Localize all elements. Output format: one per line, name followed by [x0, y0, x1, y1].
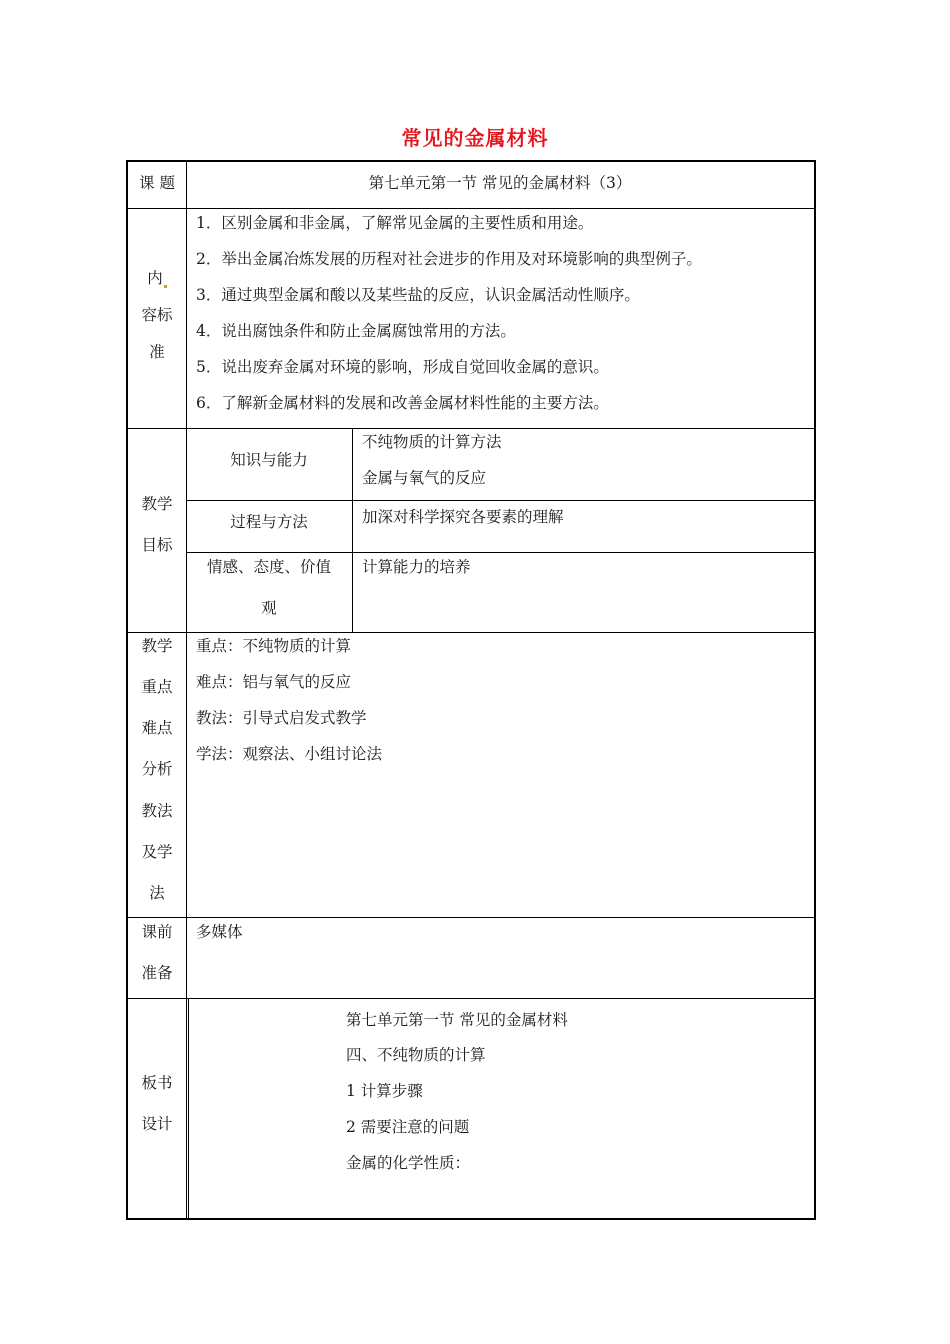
board-line: 1 计算步骤	[346, 1082, 423, 1100]
objectives-divider	[352, 428, 353, 632]
objective-name: 知识与能力	[230, 451, 308, 469]
objective-name: 过程与方法	[230, 513, 308, 531]
preparation-value: 多媒体	[196, 923, 243, 941]
label-column-divider	[186, 160, 187, 1220]
objective-name: 情感、态度、价值	[206, 558, 331, 576]
keypoints-label-line: 及学	[141, 843, 173, 861]
objectives-row-divider	[186, 500, 816, 501]
objective-content: 金属与氧气的反应	[362, 469, 487, 487]
objective-content: 加深对科学探究各要素的理解	[362, 508, 564, 526]
row-divider	[126, 632, 816, 633]
keypoints-label-line: 重点	[141, 678, 173, 696]
board-inner-line	[188, 998, 189, 1218]
topic-value: 第七单元第一节 常见的金属材料（3）	[368, 174, 632, 192]
keypoint-item: 重点：不纯物质的计算	[196, 637, 352, 655]
objective-content: 不纯物质的计算方法	[362, 433, 502, 451]
row-divider	[126, 428, 816, 429]
objective-name: 观	[261, 599, 277, 617]
mark-dot	[164, 285, 167, 288]
standards-label-line-2: 容标	[141, 306, 173, 324]
row-divider	[126, 917, 816, 918]
board-line: 四、不纯物质的计算	[346, 1046, 486, 1064]
standards-label-line-3: 准	[149, 343, 165, 361]
standard-item: 1．区别金属和非金属，了解常见金属的主要性质和用途。	[196, 214, 594, 232]
keypoints-label-line: 分析	[141, 760, 173, 778]
keypoints-label-line: 难点	[141, 719, 173, 737]
board-line: 金属的化学性质：	[346, 1154, 471, 1172]
table-border-bottom	[126, 1218, 816, 1220]
keypoint-item: 学法：观察法、小组讨论法	[196, 745, 383, 763]
board-line: 第七单元第一节 常见的金属材料	[346, 1011, 568, 1029]
standard-item: 2．举出金属冶炼发展的历程对社会进步的作用及对环境影响的典型例子。	[196, 250, 702, 268]
objectives-row-divider	[186, 552, 816, 553]
objectives-label-line-2: 目标	[141, 536, 173, 554]
board-label-line: 板书	[141, 1074, 173, 1092]
row-divider	[126, 998, 816, 999]
standard-item: 3．通过典型金属和酸以及某些盐的反应，认识金属活动性顺序。	[196, 286, 640, 304]
keypoints-label-line: 教法	[141, 802, 173, 820]
keypoints-label-line: 法	[149, 884, 165, 902]
objective-content: 计算能力的培养	[362, 558, 471, 576]
table-border-top	[126, 160, 816, 162]
standards-label-line-1: 内	[128, 268, 186, 288]
table-border-right	[814, 160, 816, 1220]
objectives-label-line-1: 教学	[141, 495, 173, 513]
row-divider	[126, 208, 816, 209]
keypoint-item: 教法：引导式启发式教学	[196, 709, 367, 727]
keypoint-item: 难点：铝与氧气的反应	[196, 673, 352, 691]
page-title: 常见的金属材料	[401, 126, 549, 150]
preparation-label-line: 准备	[141, 964, 173, 982]
standard-item: 4．说出腐蚀条件和防止金属腐蚀常用的方法。	[196, 322, 516, 340]
board-line: 2 需要注意的问题	[346, 1118, 470, 1136]
board-label-line: 设计	[141, 1115, 173, 1133]
topic-label: 课 题	[139, 174, 175, 192]
preparation-label-line: 课前	[141, 923, 173, 941]
standard-item: 6．了解新金属材料的发展和改善金属材料性能的主要方法。	[196, 394, 609, 412]
keypoints-label-line: 教学	[141, 637, 173, 655]
standard-item: 5．说出废弃金属对环境的影响，形成自觉回收金属的意识。	[196, 358, 609, 376]
